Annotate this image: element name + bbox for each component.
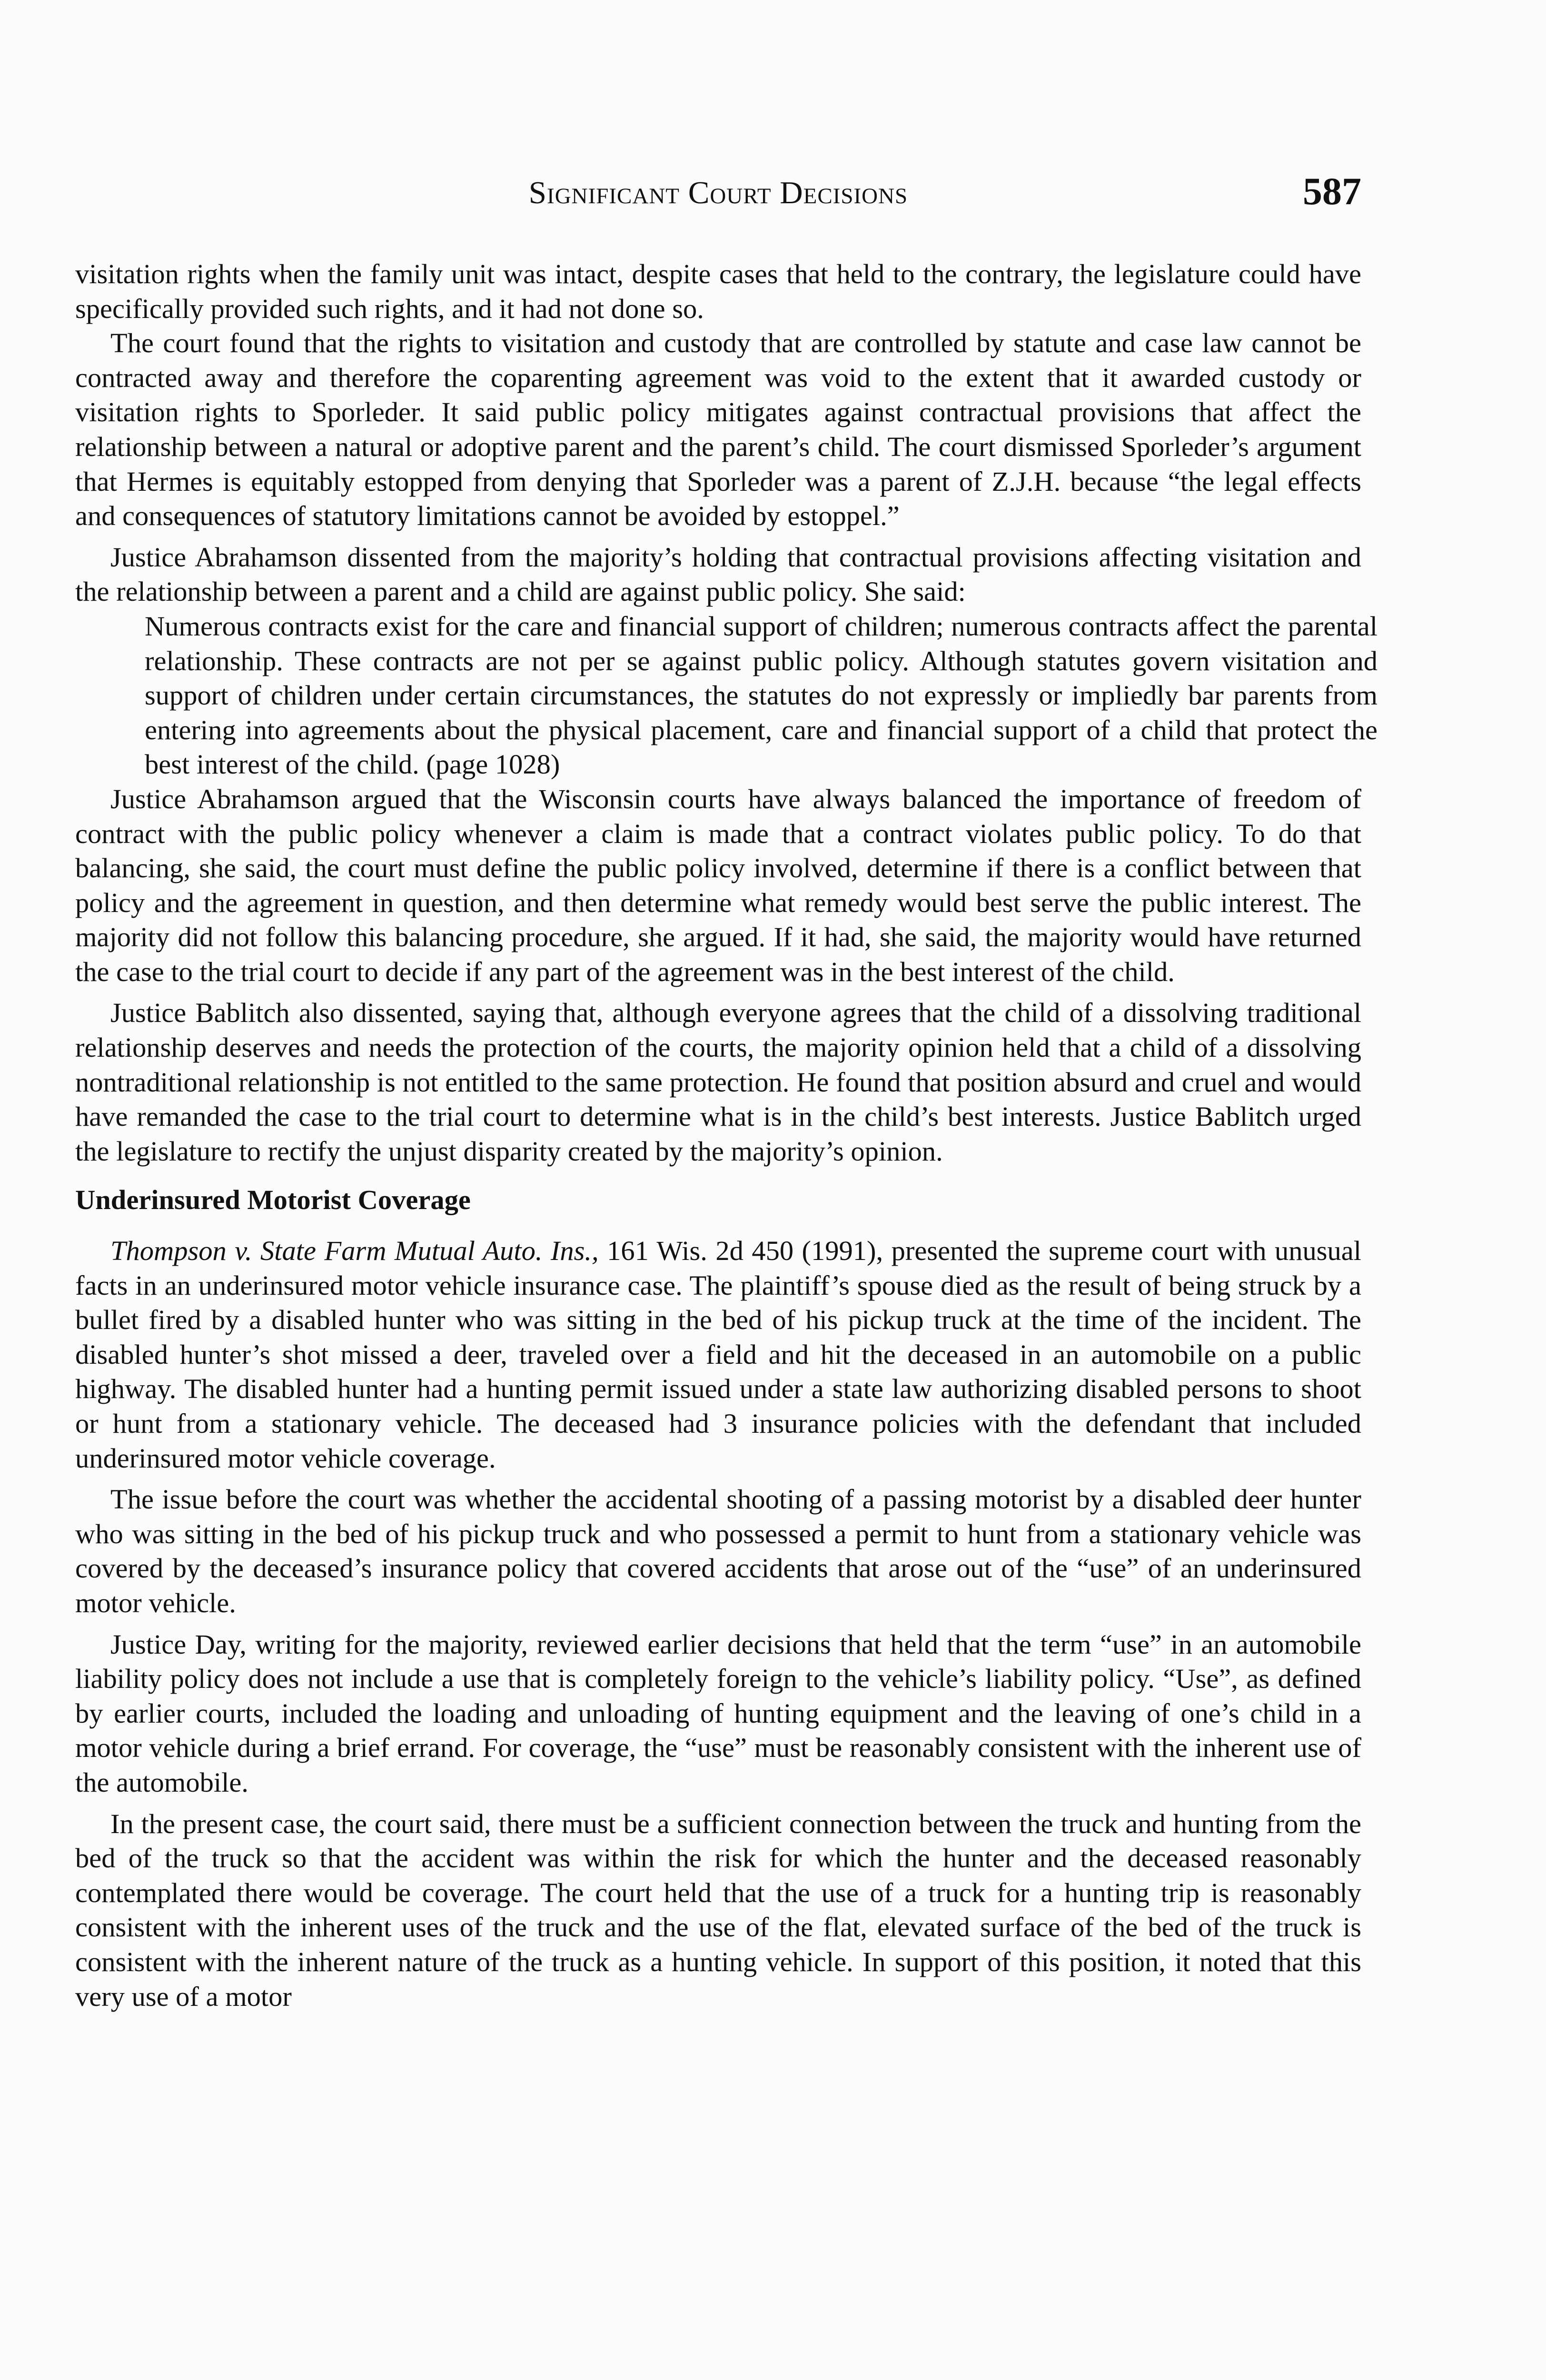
page-number: 587 bbox=[1303, 169, 1361, 213]
case-citation: Thompson v. State Farm Mutual Auto. Ins., bbox=[110, 1235, 599, 1267]
block-quote: Numerous contracts exist for the care and financial support of children; numerous contracts affect the parental relationship. These contracts are not per se against public policy. Although statutes govern visitation and support of children under certain circumstances, the statutes do not expressly or impliedly bar parents from entering into agreements about the physical placement, care and financial support of a child that protect the best interest of the child. (page 1028) bbox=[145, 610, 1378, 780]
paragraph-present-case: In the present case, the court said, there must be a sufficient connection between the truck and hunting from the bed of the truck so that the accident was within the risk for which the hunter and the deceased reasonably contemplated there would be coverage. The court held that the use of a truck for a hunting trip is reasonably consistent with the inherent uses of the truck and the use of the flat, elevated surface of the bed of the truck is consistent with the inherent nature of the truck as a hunting vehicle. In support of this position, it noted that this very use of a motor bbox=[75, 1808, 1361, 2012]
article-body bbox=[75, 257, 1378, 2014]
paragraph-abrahamson-argument: Justice Abrahamson argued that the Wisconsin courts have always balanced the importance of freedom of contract with the public policy whenever a claim is made that a contract violates public policy. To do that balancing, she said, the court must define the public policy involved, determine if there is a conflict between that policy and the agreement in question, and then determine what remedy would best serve the public interest. The majority did not follow this balancing procedure, she argued. If it had, she said, the majority would have returned the case to the trial court to decide if any part of the agreement was in the best interest of the child. bbox=[75, 783, 1361, 987]
paragraph-continued: visitation rights when the family unit was intact, despite cases that held to the contrary, the legislature could have specifically provided such rights, and it had not done so. bbox=[75, 258, 1361, 324]
case-description: 161 Wis. 2d 450 (1991), presented the supreme court with unusual facts in an underinsured motor vehicle insurance case. The plaintiff’s spouse died as the result of being struck by a bullet fired by a disabled hunter who was sitting in the bed of his pickup truck at the time of the incident. The disabled hunter’s shot missed a deer, traveled over a field and hit the deceased in an automobile on a public highway. The disabled hunter had a hunting permit issued under a state law authorizing disabled persons to shoot or hunt from a stationary vehicle. The deceased had 3 insurance policies with the defendant that included underinsured motor vehicle coverage. bbox=[75, 1235, 1361, 1474]
paragraph-majority-review: Justice Day, writing for the majority, reviewed earlier decisions that held that the term “use” in an automobile liability policy does not include a use that is completely foreign to the vehicle’s liability policy. “Use”, as defined by earlier courts, included the loading and unloading of hunting equipment and the leaving of one’s child in a motor vehicle during a brief errand. For coverage, the “use” must be reasonably consistent with the inherent use of the automobile. bbox=[75, 1628, 1361, 1798]
paragraph-issue: The issue before the court was whether the accidental shooting of a passing motorist by a disabled deer hunter who was sitting in the bed of his pickup truck and who possessed a permit to hunt from a stationary vehicle was covered by the deceased’s insurance policy that covered accidents that arose out of the “use” of an underinsured motor vehicle. bbox=[75, 1484, 1361, 1618]
paragraph-abrahamson-dissent: Justice Abrahamson dissented from the majority’s holding that contractual provisions affecting visitation and the relationship between a parent and a child are against public policy. She said: bbox=[75, 541, 1361, 607]
section-heading: Underinsured Motorist Coverage bbox=[75, 1184, 471, 1216]
paragraph-bablitch-dissent: Justice Bablitch also dissented, saying that, although everyone agrees that the child of a dissolving traditional relationship deserves and needs the protection of the courts, the majority opinion held that a child of a dissolving nontraditional relationship is not entitled to the same protection. He found that position absurd and cruel and would have remanded the case to the trial court to determine what is in the child’s best interests. Justice Bablitch urged the legislature to rectify the unjust disparity created by the majority’s opinion. bbox=[75, 997, 1361, 1167]
paragraph-thompson-case bbox=[75, 1234, 1361, 1476]
running-head bbox=[75, 169, 1361, 221]
paragraph-court-finding: The court found that the rights to visitation and custody that are controlled by statute and case law cannot be contracted away and therefore the coparenting agreement was void to the extent that it awarded custody or visitation rights to Sporleder. It said public policy mitigates against contractual provisions that affect the relationship between a natural or adoptive parent and the parent’s child. The court dismissed Sporleder’s argument that Hermes is equitably estopped from denying that Sporleder was a parent of Z.J.H. because “the legal effects and consequences of statutory limitations cannot be avoided by estoppel.” bbox=[75, 327, 1361, 532]
running-head-title: Significant Court Decisions bbox=[528, 175, 908, 210]
